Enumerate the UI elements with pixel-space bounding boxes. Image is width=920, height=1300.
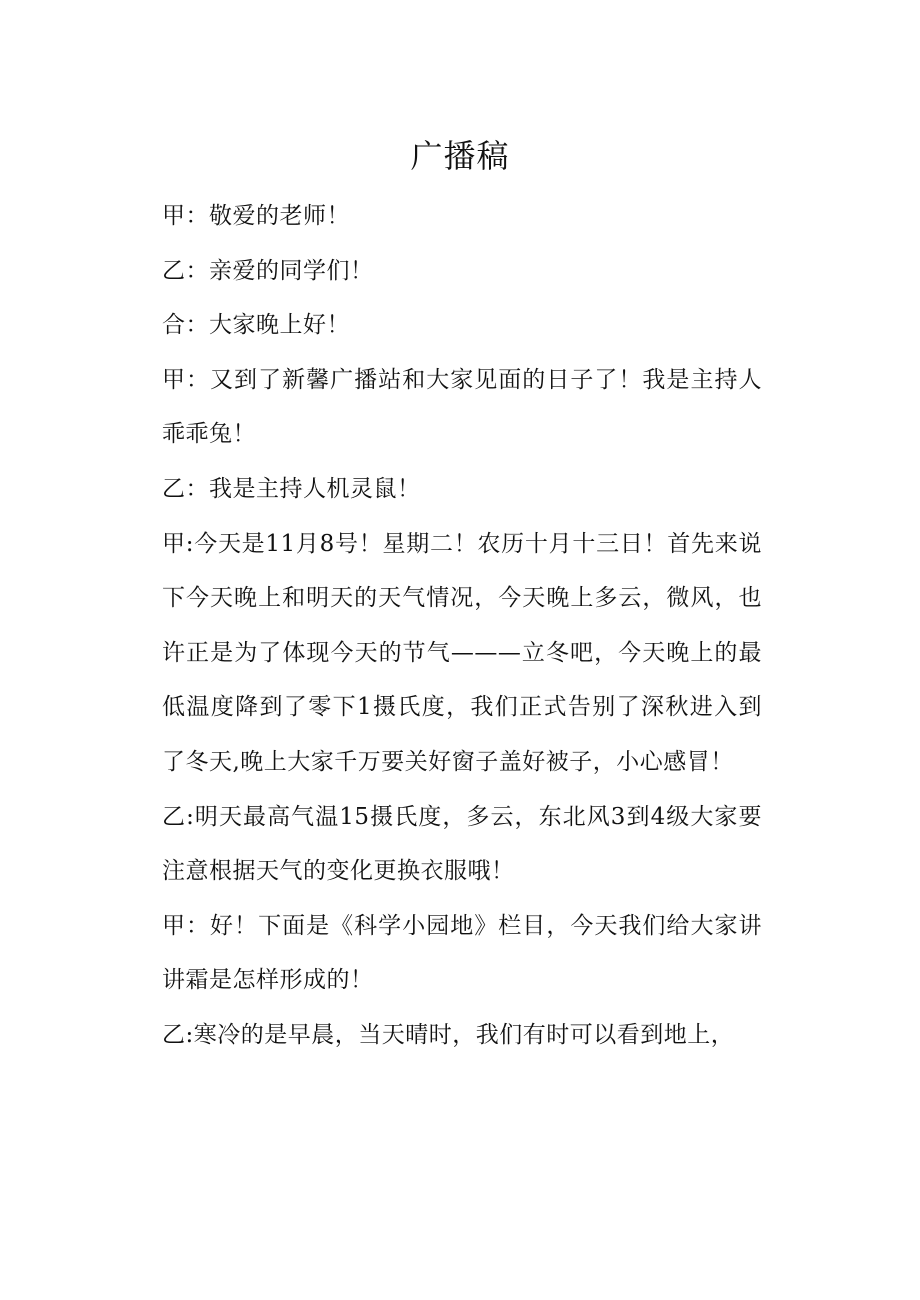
paragraph-host-intro-a: 甲：又到了新馨广播站和大家见面的日子了！我是主持人乖乖兔！ (162, 366, 762, 448)
paragraph-greeting-all: 合：大家晚上好！ (162, 312, 350, 339)
paragraph-greeting-teacher: 甲：敬爱的老师！ (162, 203, 350, 229)
document-title: 广播稿 (410, 137, 510, 175)
paragraph-weather-tomorrow: 乙:明天最高气温15摄氏度，多云，东北风3到4级大家要注意根据天气的变化更换衣服哦！ (162, 803, 762, 885)
paragraph-greeting-students: 乙：亲爱的同学们！ (162, 257, 374, 284)
paragraph-science-corner: 甲：好！下面是《科学小园地》栏目，今天我们给大家讲讲霜是怎样形成的！ (162, 912, 762, 994)
paragraph-host-intro-b: 乙：我是主持人机灵鼠！ (162, 475, 421, 502)
document-body (162, 189, 762, 1063)
paragraph-frost-intro: 乙:寒冷的是早晨，当天晴时，我们有时可以看到地上， (162, 1021, 735, 1048)
paragraph-weather-tonight: 甲:今天是11月8号！星期二！农历十月十三日！首先来说下今天晚上和明天的天气情况，今天晚上多云，微风，也许正是为了体现今天的节气———立冬吧，今天晚上的最低温度降到了零下1摄氏度，我们正式告别了深秋进入到了冬天,晚上大家千万要关好窗子盖好被子，小心感冒！ (162, 530, 762, 775)
